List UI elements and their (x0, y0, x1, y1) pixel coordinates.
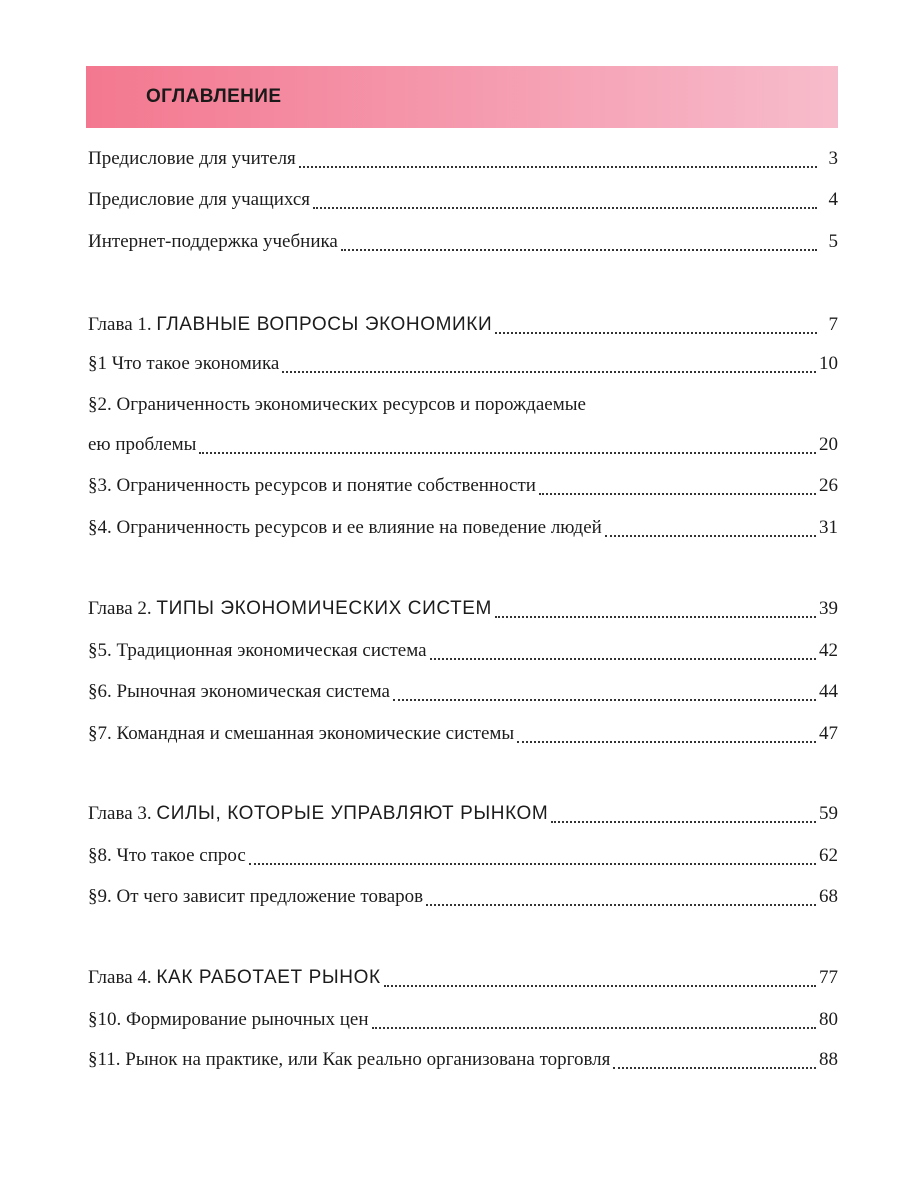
section-entry[interactable] (88, 723, 838, 749)
section-label: §6. Рыночная экономическая система (88, 681, 390, 702)
toc-page-number: 42 (819, 640, 838, 661)
toc-entry-label: Предисловие для учащихся (88, 189, 311, 210)
toc-page-number: 10 (819, 353, 838, 374)
dot-leader (384, 985, 816, 987)
toc-page-number: 80 (819, 1009, 838, 1030)
chapter-title: ГЛАВНЫЕ ВОПРОСЫ ЭКОНОМИКИ (156, 314, 493, 335)
section-label: §4. Ограниченность ресурсов и ее влияние на поведение людей (88, 517, 602, 538)
section-label-continued: ею проблемы (88, 434, 197, 455)
chapter-entry[interactable] (88, 598, 838, 624)
toc-header-banner (86, 66, 838, 128)
chapter-entry[interactable] (88, 967, 838, 993)
chapter-number: Глава 1. (88, 314, 152, 335)
section-entry[interactable] (88, 886, 838, 912)
section-entry[interactable] (88, 1049, 838, 1075)
toc-entry-label: Интернет-поддержка учебника (88, 231, 338, 252)
dot-leader (495, 332, 817, 334)
dot-leader (426, 904, 816, 906)
dot-leader (249, 863, 816, 865)
chapter-title: КАК РАБОТАЕТ РЫНОК (156, 967, 381, 988)
section-label[interactable]: §2. Ограниченность экономических ресурсов и порождаемые (88, 394, 586, 415)
section-entry[interactable] (88, 434, 838, 460)
toc-page-number: 68 (819, 886, 838, 907)
section-entry[interactable] (88, 517, 838, 543)
chapter-entry[interactable] (88, 314, 838, 340)
dot-leader (430, 658, 816, 660)
dot-leader (495, 616, 816, 618)
section-entry[interactable] (88, 640, 838, 666)
section-entry[interactable] (88, 353, 838, 379)
toc-entry[interactable] (88, 189, 838, 215)
dot-leader (539, 493, 816, 495)
section-label: §8. Что такое спрос (88, 845, 246, 866)
section-entry[interactable] (88, 1009, 838, 1035)
toc-page-number: 59 (819, 803, 838, 824)
dot-leader (199, 452, 816, 454)
section-entry[interactable] (88, 475, 838, 501)
toc-page-number: 62 (819, 845, 838, 866)
toc-page-number: 20 (819, 434, 838, 455)
toc-page-number: 26 (819, 475, 838, 496)
chapter-number: Глава 3. (88, 803, 152, 824)
section-label: §1 Что такое экономика (88, 353, 280, 374)
dot-leader (613, 1067, 816, 1069)
dot-leader (313, 207, 817, 209)
dot-leader (393, 699, 816, 701)
toc-page-number: 7 (828, 314, 838, 335)
dot-leader (605, 535, 816, 537)
toc-page-number: 47 (819, 723, 838, 744)
toc-page-number: 4 (828, 189, 838, 210)
toc-page-number: 77 (819, 967, 838, 988)
chapter-number: Глава 4. (88, 967, 152, 988)
section-label: §10. Формирование рыночных цен (88, 1009, 369, 1030)
section-entry[interactable] (88, 845, 838, 871)
chapter-title: СИЛЫ, КОТОРЫЕ УПРАВЛЯЮТ РЫНКОМ (156, 803, 549, 824)
toc-page-number: 44 (819, 681, 838, 702)
toc-entry-label: Предисловие для учителя (88, 148, 296, 169)
chapter-entry[interactable] (88, 803, 838, 829)
dot-leader (341, 249, 817, 251)
toc-page-number: 5 (828, 231, 838, 252)
section-label: §5. Традиционная экономическая система (88, 640, 427, 661)
toc-page-number: 31 (819, 517, 838, 538)
section-label: §9. От чего зависит предложение товаров (88, 886, 424, 907)
chapter-title: ТИПЫ ЭКОНОМИЧЕСКИХ СИСТЕМ (156, 598, 492, 619)
toc-page-number: 39 (819, 598, 838, 619)
toc-page-number: 88 (819, 1049, 838, 1070)
dot-leader (282, 371, 816, 373)
chapter-number: Глава 2. (88, 598, 152, 619)
section-entry[interactable] (88, 681, 838, 707)
toc-entry[interactable] (88, 231, 838, 257)
section-label: §7. Командная и смешанная экономические системы (88, 723, 515, 744)
dot-leader (372, 1027, 816, 1029)
dot-leader (299, 166, 817, 168)
dot-leader (551, 821, 816, 823)
toc-title: ОГЛАВЛЕНИЕ (146, 86, 282, 107)
section-label: §3. Ограниченность ресурсов и понятие собственности (88, 475, 536, 496)
toc-page-number: 3 (828, 148, 838, 169)
toc-entry[interactable] (88, 148, 838, 174)
dot-leader (517, 741, 816, 743)
section-label: §11. Рынок на практике, или Как реально организована торговля (88, 1049, 611, 1070)
